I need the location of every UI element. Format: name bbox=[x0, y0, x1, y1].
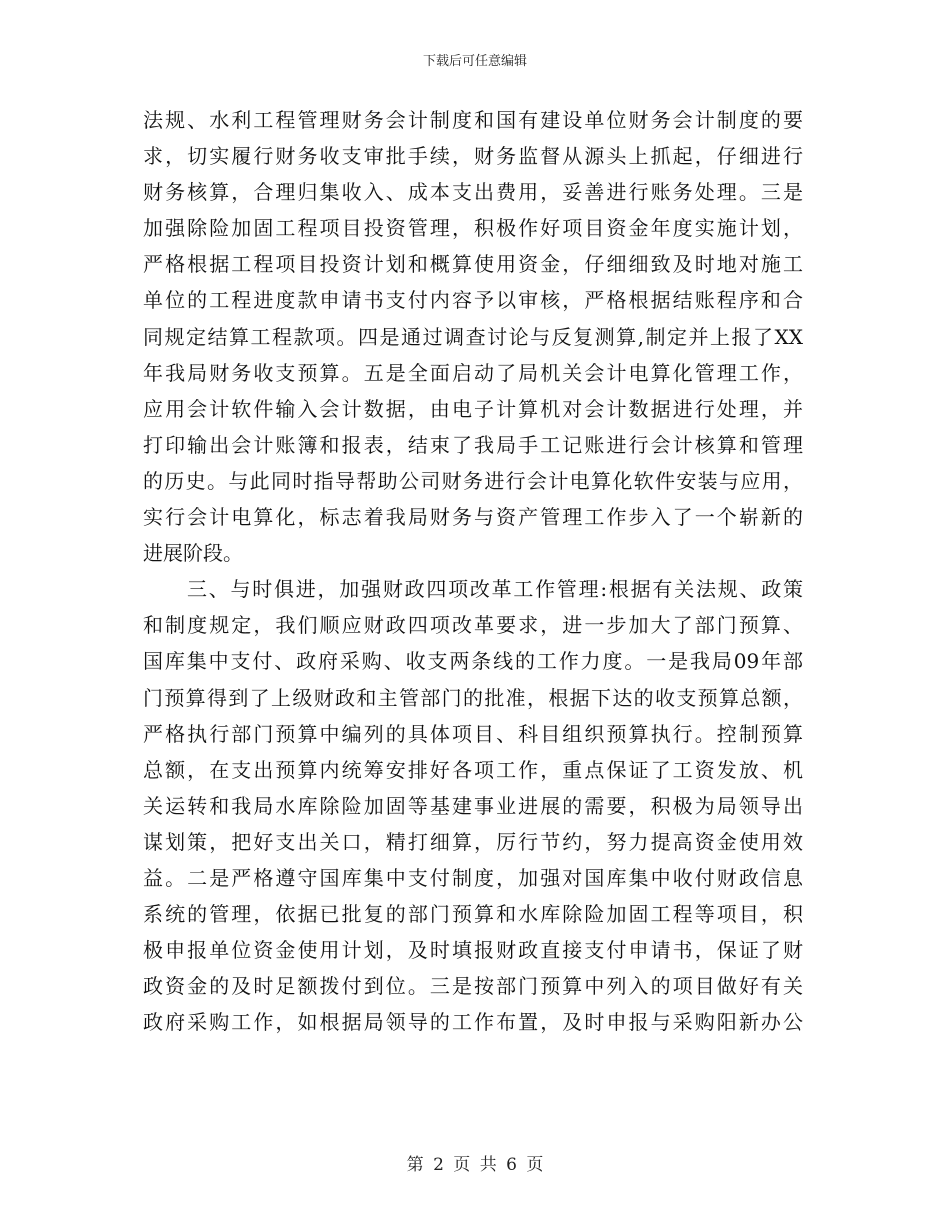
text-line: 和制度规定，我们顺应财政四项改革要求，进一步加大了部门预算、 bbox=[143, 613, 803, 638]
text-line: 法规、水利工程管理财务会计制度和国有建设单位财务会计制度的要 bbox=[143, 108, 803, 132]
text-line: 总额，在支出预算内统筹安排好各项工作，重点保证了工资发放、机 bbox=[143, 757, 803, 782]
text-line: 严格执行部门预算中编列的具体项目、科目组织预算执行。控制预算 bbox=[143, 721, 803, 746]
text-line: 应用会计软件输入会计数据，由电子计算机对会计数据进行处理，并 bbox=[143, 396, 803, 421]
paragraph-2 bbox=[143, 571, 803, 1040]
text-line: 财务核算，合理归集收入、成本支出费用，妥善进行账务处理。三是 bbox=[143, 180, 803, 205]
text-line: 单位的工程进度款申请书支付内容予以审核，严格根据结账程序和合 bbox=[143, 288, 803, 313]
page-header: 下载后可任意编辑 bbox=[422, 54, 527, 69]
text-line: 同规定结算工程款项。四是通过调查讨论与反复测算,制定并上报了XX bbox=[143, 324, 803, 349]
text-line: 门预算得到了上级财政和主管部门的批准，根据下达的收支预算总额， bbox=[143, 685, 803, 710]
text-line: 打印输出会计账簿和报表，结束了我局手工记账进行会计核算和管理 bbox=[143, 432, 803, 457]
text-line: 谋划策，把好支出关口，精打细算，厉行节约，努力提高资金使用效 bbox=[143, 829, 803, 854]
text-line: 严格根据工程项目投资计划和概算使用资金，仔细细致及时地对施工 bbox=[143, 252, 803, 277]
text-line: 益。二是严格遵守国库集中支付制度，加强对国库集中收付财政信息 bbox=[143, 865, 803, 890]
document-body bbox=[143, 102, 803, 1040]
text-line: 加强除险加固工程项目投资管理，积极作好项目资金年度实施计划， bbox=[143, 216, 803, 241]
text-line: 国库集中支付、政府采购、收支两条线的工作力度。一是我局09年部 bbox=[143, 649, 803, 674]
text-line: 实行会计电算化，标志着我局财务与资产管理工作步入了一个崭新的 bbox=[143, 505, 803, 530]
paragraph-1 bbox=[143, 102, 803, 571]
text-line: 政府采购工作，如根据局领导的工作布置，及时申报与采购阳新办公 bbox=[143, 1010, 803, 1035]
text-line: 三、与时俱进，加强财政四项改革工作管理:根据有关法规、政策 bbox=[187, 577, 803, 602]
text-line: 年我局财务收支预算。五是全面启动了局机关会计电算化管理工作， bbox=[143, 360, 803, 385]
text-line: 进展阶段。 bbox=[143, 541, 243, 566]
text-line: 的历史。与此同时指导帮助公司财务进行会计电算化软件安装与应用， bbox=[143, 468, 803, 493]
text-line: 求，切实履行财务收支审批手续，财务监督从源头上抓起，仔细进行 bbox=[143, 144, 803, 169]
text-line: 政资金的及时足额拨付到位。三是按部门预算中列入的项目做好有关 bbox=[143, 974, 803, 999]
text-line: 系统的管理，依据已批复的部门预算和水库除险加固工程等项目，积 bbox=[143, 902, 803, 927]
page-number-footer: 第 2 页 共 6 页 bbox=[406, 1155, 544, 1175]
text-line: 极申报单位资金使用计划，及时填报财政直接支付申请书，保证了财 bbox=[143, 938, 803, 963]
text-line: 关运转和我局水库除险加固等基建事业进展的需要，积极为局领导出 bbox=[143, 793, 803, 818]
